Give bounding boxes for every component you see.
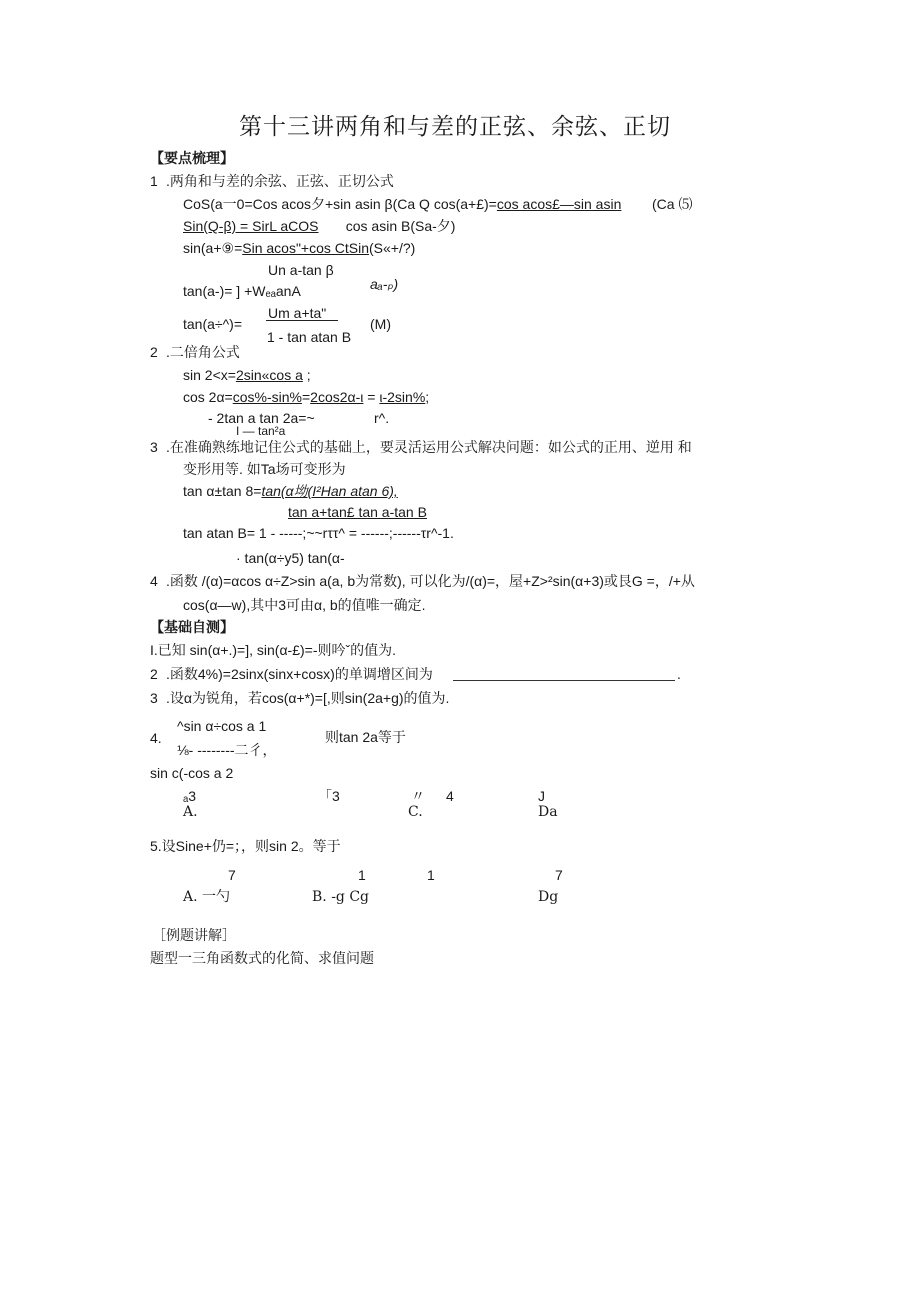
formula-line [183, 482, 398, 500]
option-label: Da [538, 804, 558, 820]
topic-heading: 题型一三角函数式的化简、求值问题 [150, 950, 374, 966]
option-label: Dg [538, 889, 559, 905]
formula-line [183, 195, 621, 213]
item-number: 3 [150, 690, 158, 706]
formula-line: tan(a÷^)= [183, 316, 243, 332]
option-label: A. 一勺 [183, 889, 231, 905]
formula-answer: 2cos2α-ι [310, 389, 364, 405]
question-1: I.已知 sin(α+.)=], sin(α-£)=-则吟ˇ的值为. [150, 642, 397, 658]
item-number: 2 [150, 344, 158, 360]
option-value: 7 [555, 867, 563, 883]
option-value: 7 [228, 867, 236, 883]
formula-line [183, 388, 429, 406]
formula-text: cos asin B(Sa-夕) [345, 218, 456, 234]
item-number: 3 [150, 439, 158, 455]
answer-blank [453, 680, 675, 681]
formula-text: ; [425, 389, 430, 405]
formula-text: cos 2α= [183, 389, 233, 405]
paragraph: 变形用等. 如Ta场可变形为 [183, 461, 346, 477]
paragraph: cos(α—w),其中3可由α, b的值唯一确定. [183, 597, 426, 613]
formula-text: CoS(a一0=Cos acos夕+sin asin β(Ca Q cos(a+£)= [183, 196, 497, 212]
option-value: 1 [358, 867, 366, 883]
section-header-examples: ［例题讲解］ [152, 927, 236, 943]
fraction-bar [266, 320, 338, 321]
formula-text: sin(a+⑨= [183, 240, 243, 256]
section-header-basic-test: 【基础自测】 [150, 619, 234, 635]
formula-text: tan α±tan 8= [183, 483, 262, 499]
formula-label: (S«+/?) [369, 240, 416, 256]
punctuation: . [677, 666, 681, 682]
option-label: B. -g Cg [312, 889, 370, 905]
item-number: 4 [150, 573, 158, 589]
option-value: J [538, 788, 545, 804]
option-value: 1 [427, 867, 435, 883]
question-2: .函数4%)=2sinx(sinx+cosx)的单调增区间为 [166, 666, 433, 682]
item-number: 1 [150, 173, 158, 189]
item-heading: .两角和与差的余弦、正弦、正切公式 [166, 173, 394, 189]
option-value: 4 [446, 788, 454, 804]
formula-line [183, 366, 311, 384]
option-value: ₐ3 [183, 788, 196, 804]
formula-text: = [301, 389, 311, 405]
fraction-bar-text: ⅛- --------二彳， [177, 742, 277, 758]
paragraph: .在准确熟练地记住公式的基础上，要灵活运用公式解决问题：如公式的正用、逆用 和 [166, 439, 692, 455]
formula-line [183, 239, 415, 257]
question-number: 4. [150, 730, 162, 746]
question-5: 5.设Sine+仍=；，则sin 2。等于 [150, 838, 341, 854]
formula-line: - 2tan a tan 2a=~ [208, 410, 315, 426]
formula-label: (Ca ⑸ [652, 196, 693, 212]
fraction-numerator: Um a+ta" [268, 305, 327, 321]
formula-text: ; [306, 367, 311, 383]
option-value: 〃 [411, 788, 425, 804]
formula-answer: Sin acos"+cos CtSin [242, 240, 370, 256]
page-title: 第十三讲两角和与差的正弦、余弦、正切 [239, 114, 671, 140]
question-3: .设α为锐角，若cos(α+*)=[,则sin(2a+g)的值为. [166, 690, 450, 706]
formula-answer: cos acos£—sin asin [496, 196, 622, 212]
formula-answer: ι-2sin% [379, 389, 426, 405]
paragraph: .函数 /(α)=αcos α÷Z>sin a(a, b为常数), 可以化为/(α)=，屋+Z>²sin(α+3)或艮G =，/+从 [166, 573, 695, 589]
formula-answer: tan(α坳(I²Han atan 6), [261, 483, 398, 499]
fraction-numerator: ^sin α÷cos a 1 [177, 718, 267, 734]
formula-text: = [363, 389, 380, 405]
formula-answer: Sin(Q-β) = SirL aCOS [183, 218, 319, 234]
formula-line: tan(a-)= ] +WₑₐanA [183, 283, 301, 299]
formula-answer: cos%-sin% [232, 389, 302, 405]
item-heading: .二倍角公式 [166, 344, 240, 360]
option-value: 「3 [318, 788, 340, 804]
formula-line: tan atan B= 1 - -----;~~rττ^ = ------;------τr^-1. [183, 525, 454, 541]
formula-text: r^. [374, 410, 390, 426]
formula-line: · tan(α÷y5) tan(α- [236, 550, 345, 566]
option-label: C. [408, 804, 423, 820]
formula-text: sin 2<x= [183, 367, 236, 383]
formula-label: aₐ-ₚ) [370, 276, 399, 292]
fraction-numerator: Un a-tan β [268, 262, 334, 278]
formula-answer: 2sin«cos a [235, 367, 303, 383]
formula-line [183, 217, 455, 235]
fraction-denominator: sin c(-cos a 2 [150, 765, 234, 781]
option-label: A. [183, 804, 198, 820]
formula-answer: tan a+tan£ tan a-tan B [288, 504, 427, 520]
item-number: 2 [150, 666, 158, 682]
section-header-key-points: 【要点梳理】 [150, 150, 234, 166]
fraction-denominator: I — tan²a [236, 424, 286, 438]
formula-label: (M) [370, 316, 391, 332]
question-4: 则tan 2a等于 [325, 729, 406, 745]
fraction-denominator: 1 - tan atan B [267, 329, 352, 345]
